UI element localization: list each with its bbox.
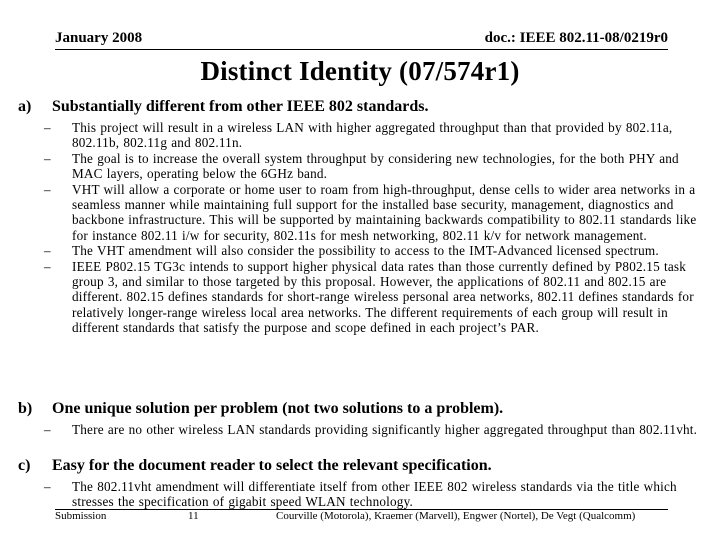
section-heading-text: Substantially different from other IEEE 802 standards. bbox=[52, 98, 429, 115]
section-a bbox=[18, 98, 706, 336]
dash-marker: – bbox=[44, 422, 51, 437]
dash-marker: – bbox=[44, 181, 51, 197]
dash-marker: – bbox=[44, 243, 51, 259]
section-heading-text: One unique solution per problem (not two solutions to a problem). bbox=[52, 400, 504, 417]
bullet-text: This project will result in a wireless LAN with higher aggregated throughput than that provided by 802.11a, 802.11b, 802.11g and 802.11n. bbox=[72, 120, 673, 151]
footer-page-number: 11 bbox=[188, 510, 199, 522]
header-date: January 2008 bbox=[55, 30, 143, 46]
footer-authors: Courville (Motorola), Kraemer (Marvell), Engwer (Nortel), De Vegt (Qualcomm) bbox=[276, 510, 636, 522]
bullet-text: The VHT amendment will also consider the possibility to access to the IMT-Advanced licensed spectrum. bbox=[72, 243, 659, 259]
bullet-item bbox=[18, 182, 706, 244]
bullet-list bbox=[18, 422, 706, 437]
bullet-item bbox=[18, 422, 706, 437]
dash-marker: – bbox=[44, 258, 51, 274]
section-heading bbox=[18, 457, 706, 479]
slide-title: Distinct Identity (07/574r1) bbox=[200, 56, 520, 86]
bullet-item bbox=[18, 479, 706, 510]
bullet-item bbox=[18, 120, 706, 151]
dash-marker: – bbox=[44, 150, 51, 166]
section-label: a) bbox=[18, 98, 32, 115]
section-heading bbox=[18, 400, 706, 422]
header-rule bbox=[55, 49, 668, 50]
section-heading-text: Easy for the document reader to select the relevant specification. bbox=[52, 457, 492, 474]
section-b bbox=[18, 400, 706, 437]
dash-marker: – bbox=[44, 120, 51, 135]
section-label: c) bbox=[18, 457, 31, 474]
bullet-text: There are no other wireless LAN standards providing significantly higher aggregated throughput than 802.11vht. bbox=[72, 422, 698, 437]
section-heading bbox=[18, 98, 706, 120]
bullet-text: The goal is to increase the overall system throughput by considering new technologies, for the both PHY and MAC layers, operating below the 6GHz band. bbox=[72, 150, 679, 182]
bullet-text: VHT will allow a corporate or home user to roam from high-throughput, dense cells to wider area networks in a seamless manner while maintaining full support for the installed base security, management, diagnostics and backbone infrastructure. This will be supported by maintaining backwards compatibility to 802.11 standards like for instance 802.11 i/w for security, 802.11s for mesh networking, 802.11 k/v for network management. bbox=[72, 181, 697, 243]
section-label: b) bbox=[18, 400, 33, 417]
bullet-item bbox=[18, 243, 706, 258]
header-doc-id: doc.: IEEE 802.11-08/0219r0 bbox=[484, 30, 668, 46]
bullet-item bbox=[18, 259, 706, 336]
section-c bbox=[18, 457, 706, 510]
bullet-item bbox=[18, 151, 706, 182]
dash-marker: – bbox=[44, 479, 51, 494]
bullet-list bbox=[18, 479, 706, 510]
bullet-list bbox=[18, 120, 706, 336]
bullet-text: IEEE P802.15 TG3c intends to support higher physical data rates than those currently defined by P802.15 task group 3, and similar to those targeted by this proposal. However, the applications of 802.11 and 802.15 are different. 802.15 defines standards for short-range wireless personal area networks, 802.11 defines standards for relatively longer-range wireless local area networks. The different requirements of each group will result in different standards that satisfy the purpose and scope defined in each project’s PAR. bbox=[72, 258, 694, 336]
bullet-text: The 802.11vht amendment will differentiate itself from other IEEE 802 wireless standards via the title which stresses the specification of gigabit speed WLAN technology. bbox=[72, 479, 677, 510]
footer-submission: Submission bbox=[55, 510, 107, 522]
